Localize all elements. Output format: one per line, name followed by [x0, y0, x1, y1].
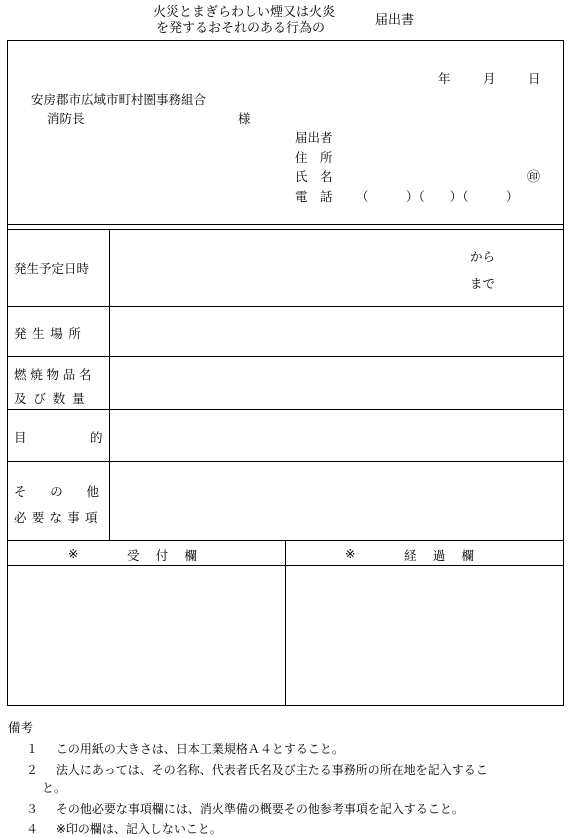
- datetime-from: から: [470, 249, 496, 264]
- applicant-phone-label: 電 話: [295, 189, 333, 204]
- row-label-other-line1: その他: [14, 484, 123, 499]
- note-text: ※印の欄は、記入しないこと。: [55, 822, 222, 836]
- note-text: その他必要な事項欄には、消火準備の概要その他参考事項を記入すること。: [55, 802, 464, 816]
- progress-mark: ※: [345, 546, 356, 561]
- divider-materials: [7, 409, 564, 410]
- divider-purpose: [7, 461, 564, 462]
- office-column-separator: [285, 540, 286, 706]
- recipient-organization: 安房郡市広域市町村圏事務組合: [31, 92, 207, 107]
- divider-top-section: [7, 224, 564, 225]
- divider-place: [7, 356, 564, 357]
- applicant-label: 届出者: [295, 130, 333, 145]
- date-day: 日: [528, 71, 541, 86]
- note-item: [26, 740, 344, 757]
- row-label-purpose-right: 的: [90, 430, 103, 445]
- form-title-line2: を発するおそれのある行為の: [156, 21, 326, 36]
- seal-icon: ㊞: [527, 170, 541, 185]
- recipient-title: 消防長: [47, 111, 85, 126]
- row-label-place: 発生場所: [14, 326, 87, 341]
- notes-heading: 備考: [8, 720, 34, 735]
- date-month: 月: [483, 71, 496, 86]
- reception-header: 受 付 欄: [127, 548, 199, 563]
- note-item: [26, 761, 582, 778]
- form-title-line1: 火災とまぎらわしい煙又は火炎: [153, 5, 336, 20]
- reception-mark: ※: [68, 546, 79, 561]
- progress-header: 経 過 欄: [404, 548, 476, 563]
- applicant-phone-format: （ ）（ ）（ ）: [356, 189, 519, 204]
- datetime-until: まで: [470, 276, 496, 291]
- divider-datetime: [7, 306, 564, 307]
- row-label-purpose-left: 目: [14, 430, 27, 445]
- date-year: 年: [438, 71, 451, 86]
- row-label-materials-line2: 及び数量: [14, 391, 92, 406]
- note-number: ４: [26, 822, 39, 836]
- divider-datetime-inner: [7, 229, 564, 230]
- note-text: この用紙の大きさは、日本工業規格Ａ４とすること。: [55, 742, 344, 756]
- row-label-other-line2: 必要な事項: [14, 510, 103, 525]
- note-item: [26, 800, 464, 817]
- note-number: ３: [26, 802, 39, 816]
- applicant-address-label: 住 所: [295, 150, 333, 165]
- recipient-honorific: 様: [238, 111, 251, 126]
- note-text: 法人にあっては、その名称、代表者氏名及び主たる事務所の所在地を記入するこ: [55, 763, 488, 777]
- applicant-name-label: 氏 名: [295, 169, 333, 184]
- row-label-datetime: 発生予定日時: [14, 261, 90, 276]
- note-item: [26, 820, 222, 837]
- note-number: ２: [26, 763, 39, 777]
- note-number: １: [26, 742, 39, 756]
- note-continuation: と。: [42, 781, 67, 795]
- form-title-suffix: 届出書: [375, 13, 415, 28]
- row-label-materials-line1: 燃焼物品名: [14, 367, 96, 382]
